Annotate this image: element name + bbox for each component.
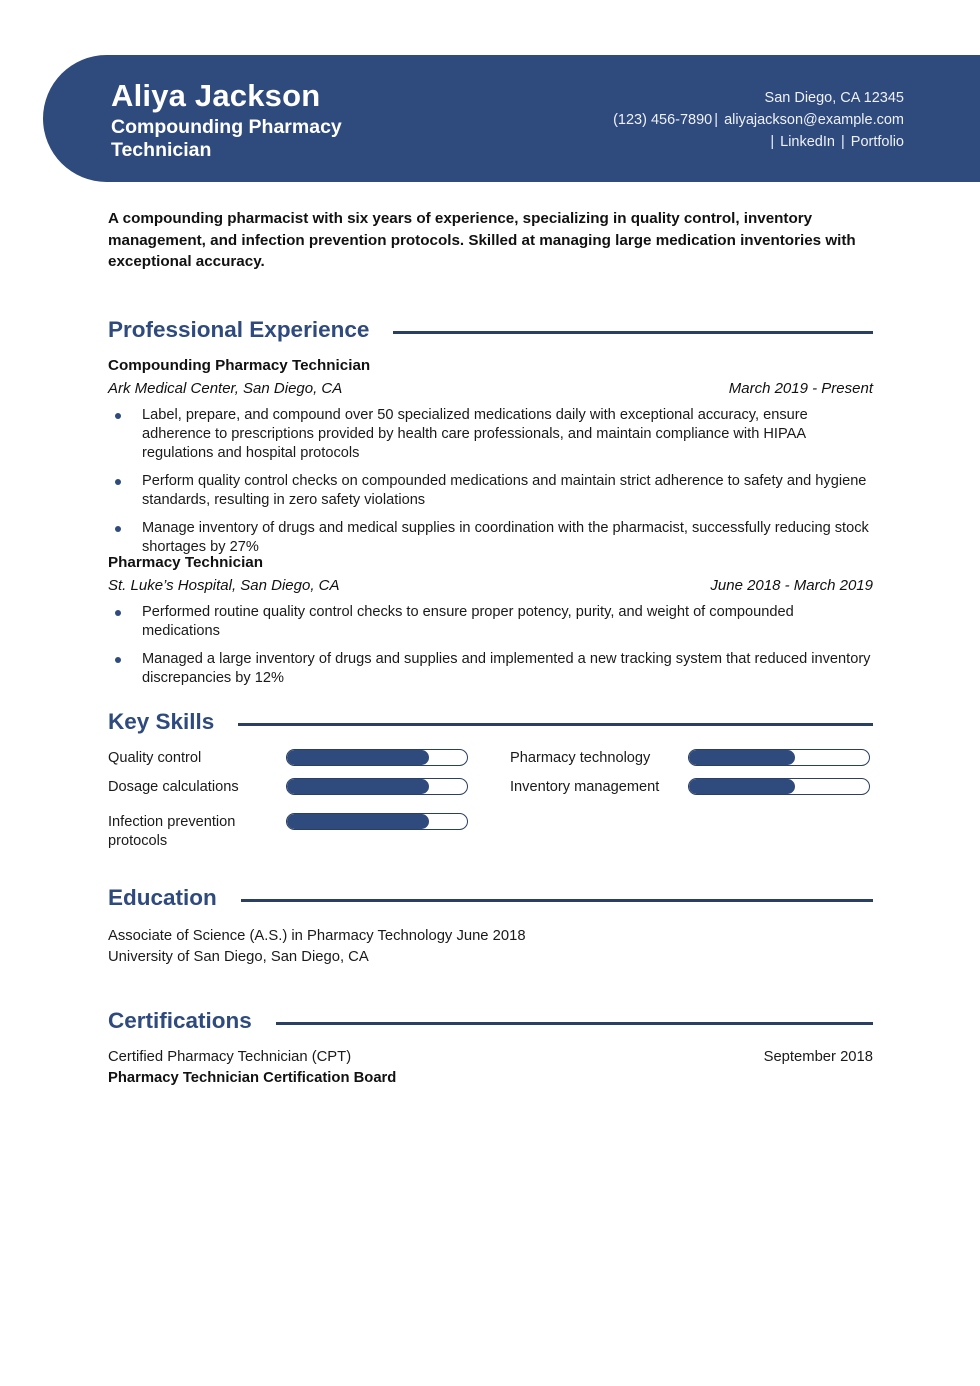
contact-location-line [613, 87, 904, 109]
skill-row [510, 747, 873, 768]
job-employer: St. Luke’s Hospital, San Diego, CA [108, 577, 340, 594]
job-bullet-list [108, 603, 873, 688]
experience-entry-2 [108, 553, 873, 697]
skills-column-right [510, 747, 873, 859]
education-school: University of San Diego, San Diego, CA [108, 949, 369, 965]
skills-column-left [108, 747, 510, 859]
candidate-name: Aliya Jackson [111, 78, 321, 113]
skill-level-bar [688, 749, 870, 766]
skill-level-fill [689, 750, 795, 765]
skill-level-bar [286, 813, 468, 830]
section-rule-skills [238, 723, 873, 726]
skill-row [108, 811, 510, 851]
skill-level-fill [287, 814, 429, 829]
job-meta [108, 378, 873, 400]
job-bullet: Manage inventory of drugs and medical supplies in coordination with the pharmacist, successfully reducing stock shortages by 27% [108, 519, 873, 557]
section-title-experience: Professional Experience [108, 317, 370, 342]
contact-portfolio-link[interactable]: Portfolio [850, 134, 904, 150]
job-title: Pharmacy Technician [108, 554, 264, 571]
certification-issuer: Pharmacy Technician Certification Board [108, 1070, 397, 1086]
skill-level-fill [287, 750, 429, 765]
skill-level-bar [688, 778, 870, 795]
section-title-skills: Key Skills [108, 709, 215, 734]
skill-row [108, 747, 510, 768]
job-bullet: Performed routine quality control checks to ensure proper potency, purity, and weight of compounded medications [108, 603, 873, 641]
skill-level-fill [287, 779, 429, 794]
header-banner [43, 55, 980, 182]
section-header-experience [108, 317, 873, 343]
education-degree-line [108, 926, 873, 947]
contact-separator-1: | [714, 112, 719, 128]
contact-phone[interactable]: (123) 456-7890 [613, 112, 713, 128]
section-rule-experience [393, 331, 873, 334]
section-rule-education [241, 899, 873, 902]
experience-entry-1 [108, 356, 873, 566]
certification-name: Certified Pharmacy Technician (CPT) [108, 1049, 352, 1065]
certification-entry-1 [108, 1047, 873, 1089]
contact-links-line [613, 131, 904, 153]
skill-label: Infection prevention protocols [108, 814, 236, 849]
education-entry-1 [108, 926, 873, 968]
contact-phone-email-line [613, 109, 904, 131]
job-bullet: Perform quality control checks on compounded medications and maintain strict adherence to safety and hygiene standards, resulting in zero safety violations [108, 472, 873, 510]
candidate-job-title: Compounding Pharmacy Technician [111, 116, 342, 161]
contact-separator-2: | [770, 134, 775, 150]
section-rule-certifications [276, 1022, 873, 1025]
skill-row [510, 776, 873, 797]
skills-grid [108, 747, 873, 859]
skill-level-bar [286, 778, 468, 795]
job-employer: Ark Medical Center, San Diego, CA [108, 380, 343, 397]
job-meta [108, 575, 873, 597]
job-dates: June 2018 - March 2019 [710, 577, 873, 594]
contact-separator-3: | [840, 134, 845, 150]
contact-info [613, 87, 904, 153]
job-dates: March 2019 - Present [728, 380, 873, 397]
certification-name-line [108, 1047, 873, 1068]
section-title-certifications: Certifications [108, 1008, 252, 1033]
skill-label: Inventory management [510, 779, 660, 795]
contact-email[interactable]: aliyajackson@example.com [724, 112, 904, 128]
skill-label: Quality control [108, 750, 202, 766]
section-header-certifications [108, 1008, 873, 1034]
section-title-education: Education [108, 885, 217, 910]
skill-row [108, 776, 510, 797]
job-title: Compounding Pharmacy Technician [108, 357, 371, 374]
professional-summary: A compounding pharmacist with six years of experience, specializing in quality control, inventory management, and infection prevention protocols. Skilled at managing large medication inventories with exceptional accuracy. [108, 210, 856, 270]
education-degree: Associate of Science (A.S.) in Pharmacy Technology June 2018 [108, 928, 526, 944]
skill-label: Dosage calculations [108, 779, 239, 795]
section-header-skills [108, 709, 873, 735]
skill-level-fill [689, 779, 795, 794]
job-bullet: Managed a large inventory of drugs and supplies and implemented a new tracking system that reduced inventory discrepancies by 12% [108, 650, 873, 688]
skill-level-bar [286, 749, 468, 766]
section-header-education [108, 885, 873, 911]
job-bullet-list [108, 406, 873, 557]
candidate-identity [111, 77, 411, 162]
contact-linkedin-link[interactable]: LinkedIn [780, 134, 835, 150]
contact-location: San Diego, CA 12345 [764, 90, 904, 106]
education-school-line [108, 947, 873, 968]
skill-label: Pharmacy technology [510, 750, 651, 766]
job-bullet: Label, prepare, and compound over 50 specialized medications daily with exceptional accuracy, ensure adherence to prescriptions provided by health care professionals, and maintain compliance with HIPAA regulations and hospital protocols [108, 406, 873, 463]
certification-date: September 2018 [763, 1049, 873, 1065]
